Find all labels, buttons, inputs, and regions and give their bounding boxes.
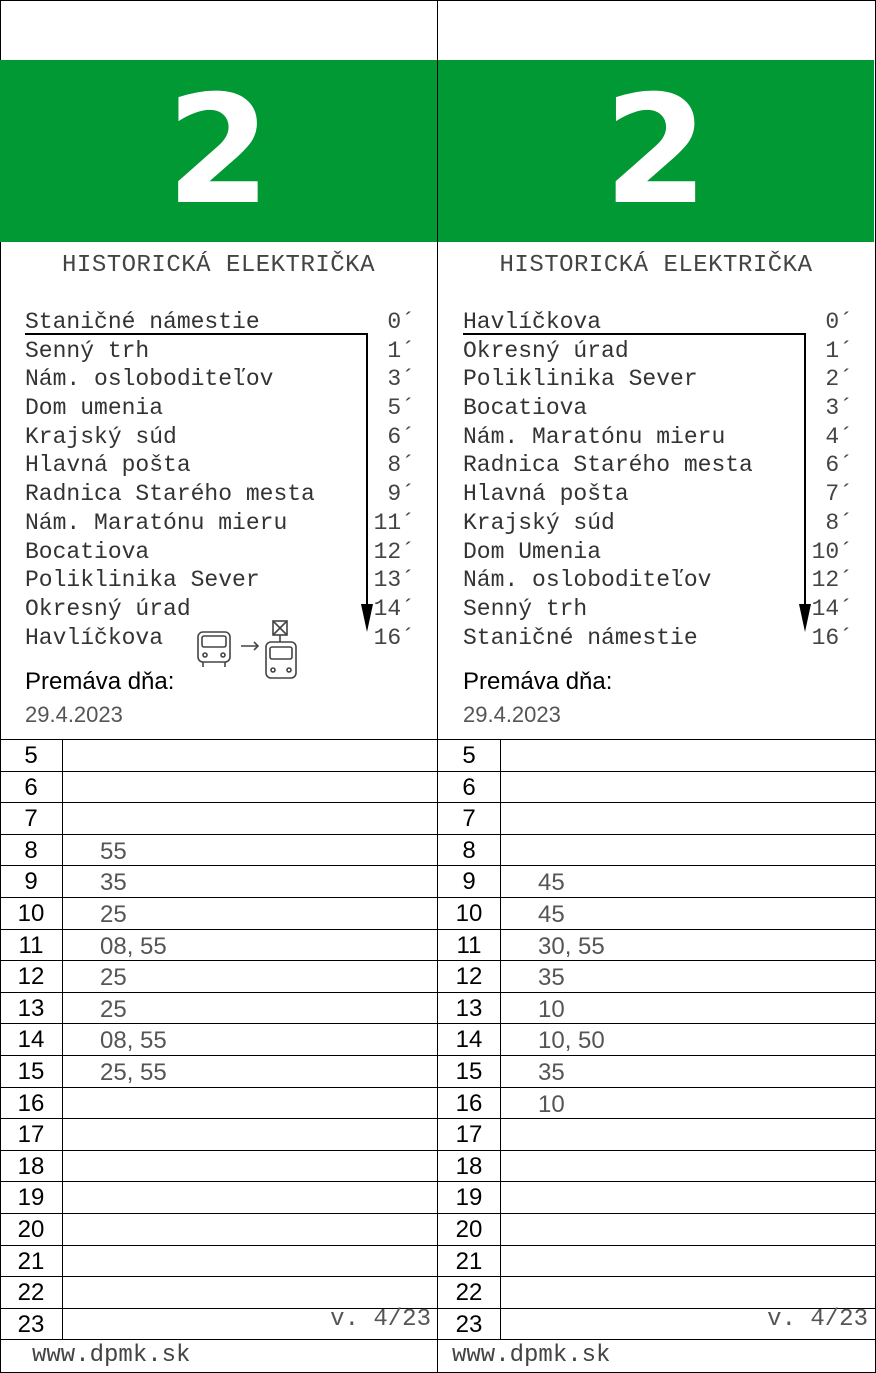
minutes-cell: 08, 55 — [100, 932, 167, 960]
minutes-cell: 10 — [538, 995, 565, 1023]
hour-cell: 12 — [0, 961, 63, 992]
stop-name: Nám. osloboditeľov — [25, 366, 274, 393]
operation-label: Premáva dňa: — [25, 668, 175, 695]
minutes-cell: 30, 55 — [538, 932, 605, 960]
table-row — [438, 1246, 875, 1278]
table-row — [438, 961, 875, 993]
hour-cell: 22 — [0, 1277, 63, 1308]
stop-name: Radnica Starého mesta — [463, 452, 753, 479]
departure-table — [438, 739, 875, 1340]
table-row — [0, 1246, 437, 1278]
table-row — [438, 1088, 875, 1120]
stop-name: Dom umenia — [25, 395, 164, 422]
stop-minutes: 1´ — [387, 337, 415, 364]
minutes-cell: 25 — [100, 964, 127, 992]
stop-list — [25, 308, 415, 652]
hour-cell: 19 — [438, 1182, 501, 1213]
route-title: HISTORICKÁ ELEKTRIČKA — [62, 252, 375, 279]
minutes-cell: 35 — [538, 1058, 565, 1086]
hour-cell: 8 — [0, 835, 63, 866]
table-row — [438, 803, 875, 835]
table-row — [0, 993, 437, 1025]
table-row — [438, 1119, 875, 1151]
hour-cell: 13 — [0, 993, 63, 1024]
hour-cell: 6 — [438, 772, 501, 803]
stop-name: Hlavná pošta — [463, 481, 629, 508]
transfer-icons — [195, 620, 305, 687]
stop-name: Poliklinika Sever — [463, 366, 698, 393]
stop-name: Havlíčkova — [25, 624, 164, 651]
table-row — [0, 1088, 437, 1120]
stop-name: Krajský súd — [25, 423, 177, 450]
minutes-cell: 55 — [100, 837, 127, 865]
stop-minutes: 9´ — [387, 481, 415, 508]
hour-cell: 20 — [0, 1214, 63, 1245]
line-number: 2 — [166, 64, 271, 238]
stop-list — [463, 308, 853, 652]
operation-label: Premáva dňa: — [463, 668, 613, 695]
hour-cell: 9 — [438, 866, 501, 897]
hour-cell: 18 — [0, 1151, 63, 1182]
stop-minutes: 0´ — [387, 309, 415, 335]
direction-arrow-icon — [25, 308, 405, 648]
table-row — [438, 1277, 875, 1309]
stop-minutes: 1´ — [825, 337, 853, 364]
stop-name: Krajský súd — [463, 509, 615, 536]
table-row — [0, 898, 437, 930]
table-row — [0, 930, 437, 962]
table-row — [0, 1119, 437, 1151]
stop-minutes: 8´ — [825, 509, 853, 536]
operation-date: 29.4.2023 — [25, 702, 123, 727]
operation-date: 29.4.2023 — [463, 702, 561, 727]
stop-name: Hlavná pošta — [25, 452, 191, 479]
stop-name: Nám. Maratónu mieru — [463, 423, 726, 450]
hour-cell: 9 — [0, 866, 63, 897]
table-row — [0, 1024, 437, 1056]
table-row — [438, 740, 875, 772]
stop-minutes: 12´ — [373, 538, 415, 565]
minutes-cell: 25 — [100, 900, 127, 928]
hour-cell: 16 — [438, 1088, 501, 1119]
minutes-cell: 35 — [538, 964, 565, 992]
minutes-cell: 10, 50 — [538, 1027, 605, 1055]
tram-icon — [266, 621, 296, 678]
panel-right — [437, 0, 874, 1373]
stop-name: Poliklinika Sever — [25, 567, 260, 594]
stop-name: Senný trh — [25, 337, 150, 364]
minutes-cell: 08, 55 — [100, 1027, 167, 1055]
hour-cell: 15 — [0, 1056, 63, 1087]
stop-name: Dom Umenia — [463, 538, 602, 565]
stop-name: Okresný úrad — [25, 595, 191, 622]
minutes-cell: 10 — [538, 1090, 565, 1118]
website: www.dpmk.sk — [452, 1342, 611, 1369]
stop-minutes: 16´ — [373, 624, 415, 651]
stop-minutes: 14´ — [811, 595, 853, 622]
hour-cell: 23 — [0, 1309, 63, 1340]
minutes-cell: 25, 55 — [100, 1058, 167, 1086]
table-row — [438, 993, 875, 1025]
hour-cell: 17 — [438, 1119, 501, 1150]
stop-minutes: 16´ — [811, 624, 853, 651]
hour-cell: 14 — [0, 1024, 63, 1055]
table-row — [438, 930, 875, 962]
hour-cell: 5 — [0, 740, 63, 771]
table-row — [0, 740, 437, 772]
hour-cell: 6 — [0, 772, 63, 803]
stop-minutes: 3´ — [387, 366, 415, 393]
hour-cell: 21 — [438, 1246, 501, 1277]
hour-cell: 20 — [438, 1214, 501, 1245]
stop-name: Senný trh — [463, 595, 588, 622]
table-row — [0, 1151, 437, 1183]
stop-name: Bocatiova — [463, 395, 588, 422]
stop-minutes: 8´ — [387, 452, 415, 479]
arrow-right-icon — [241, 642, 258, 650]
hour-cell: 5 — [438, 740, 501, 771]
hour-cell: 14 — [438, 1024, 501, 1055]
stop-name: Radnica Starého mesta — [25, 481, 315, 508]
hour-cell: 23 — [438, 1309, 501, 1340]
table-row — [0, 803, 437, 835]
minutes-cell: 45 — [538, 869, 565, 897]
stop-minutes: 10´ — [811, 538, 853, 565]
direction-arrow-icon — [463, 308, 843, 648]
minutes-cell: 25 — [100, 995, 127, 1023]
table-row — [0, 1277, 437, 1309]
stop-minutes: 12´ — [811, 567, 853, 594]
hour-cell: 11 — [438, 930, 501, 961]
hour-cell: 15 — [438, 1056, 501, 1087]
table-row — [438, 1056, 875, 1088]
table-row — [438, 1024, 875, 1056]
stop-minutes: 11´ — [373, 509, 415, 536]
stop-minutes: 14´ — [373, 595, 415, 622]
stop-minutes: 4´ — [825, 423, 853, 450]
hour-cell: 10 — [0, 898, 63, 929]
hour-cell: 18 — [438, 1151, 501, 1182]
table-row — [438, 866, 875, 898]
hour-cell: 19 — [0, 1182, 63, 1213]
table-row — [438, 898, 875, 930]
stop-minutes: 13´ — [373, 567, 415, 594]
minutes-cell: 45 — [538, 900, 565, 928]
stop-minutes: 5´ — [387, 395, 415, 422]
bus-icon — [198, 632, 230, 667]
website: www.dpmk.sk — [32, 1342, 191, 1369]
table-row — [0, 772, 437, 804]
stop-minutes: 7´ — [825, 481, 853, 508]
table-row — [438, 835, 875, 867]
hour-cell: 7 — [438, 803, 501, 834]
version-label: v. 4/23 — [330, 1306, 431, 1333]
table-row — [438, 772, 875, 804]
table-row — [438, 1151, 875, 1183]
table-row — [0, 1214, 437, 1246]
table-row — [0, 961, 437, 993]
hour-cell: 22 — [438, 1277, 501, 1308]
table-row — [438, 1214, 875, 1246]
hour-cell: 8 — [438, 835, 501, 866]
hour-cell: 17 — [0, 1119, 63, 1150]
table-row — [0, 835, 437, 867]
table-row — [0, 1056, 437, 1088]
hour-cell: 21 — [0, 1246, 63, 1277]
hour-cell: 10 — [438, 898, 501, 929]
stop-minutes: 0´ — [825, 309, 853, 335]
route-title: HISTORICKÁ ELEKTRIČKA — [499, 252, 813, 279]
version-label: v. 4/23 — [767, 1306, 868, 1333]
stop-minutes: 6´ — [387, 423, 415, 450]
stop-name: Nám. Maratónu mieru — [25, 509, 288, 536]
stop-name: Havlíčkova — [463, 309, 602, 335]
table-row — [0, 1182, 437, 1214]
panel-left — [0, 0, 437, 1373]
table-row — [438, 1182, 875, 1214]
departure-table — [0, 739, 437, 1340]
hour-cell: 7 — [0, 803, 63, 834]
stop-minutes: 6´ — [825, 452, 853, 479]
stop-name: Bocatiova — [25, 538, 150, 565]
stop-name: Staničné námestie — [25, 309, 260, 335]
line-number: 2 — [603, 64, 709, 238]
hour-cell: 13 — [438, 993, 501, 1024]
hour-cell: 16 — [0, 1088, 63, 1119]
hour-cell: 11 — [0, 930, 63, 961]
stop-minutes: 3´ — [825, 395, 853, 422]
stop-name: Okresný úrad — [463, 337, 629, 364]
table-row — [0, 866, 437, 898]
hour-cell: 12 — [438, 961, 501, 992]
stop-name: Nám. osloboditeľov — [463, 567, 712, 594]
stop-name: Staničné námestie — [463, 624, 698, 651]
stop-minutes: 2´ — [825, 366, 853, 393]
minutes-cell: 35 — [100, 869, 127, 897]
